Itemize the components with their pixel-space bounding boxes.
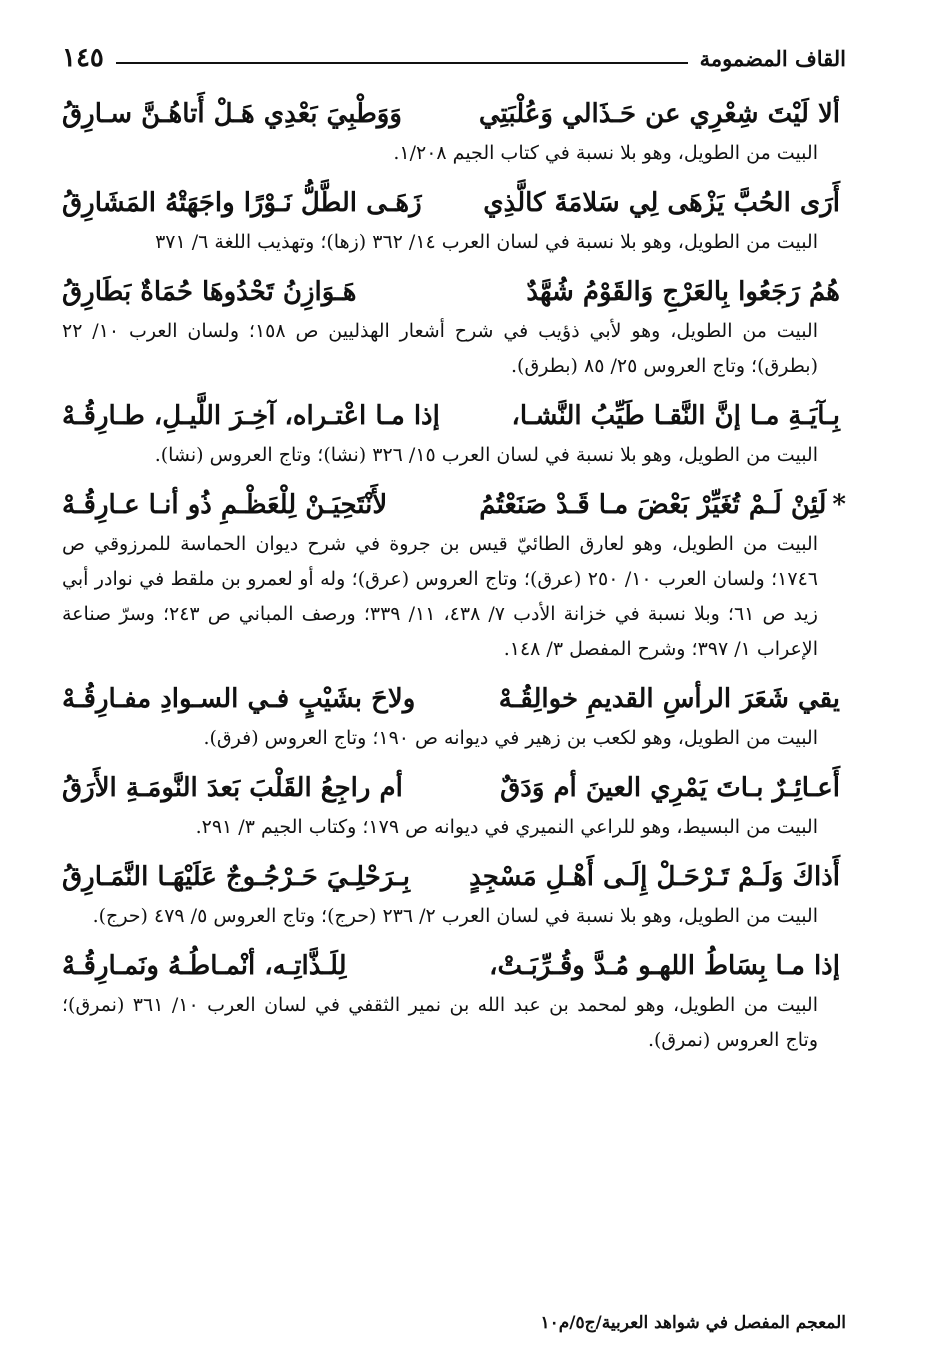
verse-entry xyxy=(62,270,846,384)
verse-first-hemistich: ألا لَيْتَ شِعْرِي عن حَـذَالي وَعُلْبَتِي xyxy=(478,99,840,129)
verse-note: البيت من الطويل، وهو لعارق الطائيّ قيس بن جروة في شرح ديوان الحماسة للمرزوقي ص ١٧٤٦؛ ولسان العرب ١٠/ ٢٥٠ (عرق)؛ وتاج العروس (عرق)؛ وله أو لعمرو بن ملقط في نوادر أبي زيد ص ٦١؛ وبلا نسبة في خزانة الأدب ٧/ ٤٣٨، ١١/ ٣٣٩؛ ورصف المباني ص ٢٤٣؛ وسرّ صناعة الإعراب ١/ ٣٩٧؛ وشرح المفصل ٣/ ١٤٨. xyxy=(62,533,818,660)
header-rule xyxy=(116,62,688,64)
page-number: ١٤٥ xyxy=(62,43,104,73)
verse-note: البيت من الطويل، وهو بلا نسبة في لسان العرب ١٥/ ٣٢٦ (نشا)؛ وتاج العروس (نشا). xyxy=(154,444,818,466)
verse-entry xyxy=(62,944,846,1058)
verse-second-hemistich: إذا مـا اعْتـراه، آخِـرَ اللَّيـلِ، طـارِقُـهْ xyxy=(62,401,440,431)
verse-entries xyxy=(62,92,846,1068)
verse-first-hemistich: بِـآيَـةِ مـا إنَّ النَّقـا طَيِّبُ النَّشـا، xyxy=(511,401,840,431)
verse-first-hemistich: *لَئِنْ لَـمْ تُغَيِّرْ بَعْضَ مـا قَـدْ صَنَعْتُمُ xyxy=(479,490,846,520)
verse-note: البيت من الطويل، وهو بلا نسبة في لسان العرب ١٤/ ٣٦٢ (زها)؛ وتهذيب اللغة ٦/ ٣٧١ xyxy=(155,231,818,253)
verse-entry xyxy=(62,483,846,667)
verse-note: البيت من الطويل، وهو بلا نسبة في كتاب الجيم ١/٢٠٨. xyxy=(393,142,818,164)
verse-line xyxy=(62,394,846,438)
verse-entry xyxy=(62,181,846,260)
verse-line xyxy=(62,944,846,988)
verse-line xyxy=(62,270,846,314)
verse-first-hemistich: هُمُ رَجَعُوا بِالعَرْجِ وَالقَوْمُ شُهَّدٌ xyxy=(526,277,840,307)
verse-second-hemistich: بِـرَحْلِـيَ حَـرْجُـوجٌ عَلَيْهَـا النَّمَـارِقُ xyxy=(62,862,411,892)
verse-note: البيت من الطويل، وهو بلا نسبة في لسان العرب ٢/ ٢٣٦ (حرج)؛ وتاج العروس ٥/ ٤٧٩ (حرج). xyxy=(92,905,818,927)
star-marker: * xyxy=(832,490,846,520)
verse-line xyxy=(62,181,846,225)
verse-second-hemistich: لِلَـذَّاتِـه، أنْمـاطُـهُ ونَمـارِقُـهْ xyxy=(62,951,347,981)
verse-entry xyxy=(62,92,846,171)
verse-second-hemistich: لأَنْتَحِيَـنْ لِلْعَظْـمِ ذُو أنـا عـارِقُـهْ xyxy=(62,490,388,520)
verse-entry xyxy=(62,766,846,845)
verse-first-hemistich: إذا مـا بِسَاطُ اللهـو مُـدَّ وقُـرِّبَـتْ، xyxy=(489,951,840,981)
verse-first-hemistich: أَذاكَ وَلَـمْ تَـرْحَـلْ إِلَـى أَهْـلِ مَسْجِدٍ xyxy=(469,862,840,892)
verse-note: البيت من الطويل، وهو لمحمد بن عبد الله بن نمير الثقفي في لسان العرب ١٠/ ٣٦١ (نمرق)؛ وتاج العروس (نمرق). xyxy=(62,994,818,1051)
verse-second-hemistich: زَهَـى الطَّلُّ نَـوْرًا واجَهَتْهُ المَشَارِقُ xyxy=(62,188,422,218)
verse-line xyxy=(62,677,846,721)
page-footer: المعجم المفصل في شواهد العربية/ج٥/م١٠ xyxy=(540,1313,846,1333)
verse-entry xyxy=(62,855,846,934)
verse-first-hemistich: أَرَى الحُبَّ يَزْهَى لِي سَلامَةَ كالَّذِي xyxy=(483,188,840,218)
verse-first-hemistich: يقي شَعَرَ الرأسِ القديمِ خوالِقُـهْ xyxy=(498,684,840,714)
verse-second-hemistich: ولاحَ بشَيْبٍ فـي السـوادِ مفـارِقُـهْ xyxy=(62,684,416,714)
verse-second-hemistich: هَـوَازِنُ تَحْدُوهَا حُمَاةٌ بَطَارِقُ xyxy=(62,277,357,307)
verse-second-hemistich: أم راجِعُ القَلْبَ بَعدَ النَّومَـةِ الأَرَقُ xyxy=(62,773,403,803)
verse-note: البيت من الطويل، وهو لأبي ذؤيب في شرح أشعار الهذليين ص ١٥٨؛ ولسان العرب ١٠/ ٢٢ (بطرق)؛ وتاج العروس ٢٥/ ٨٥ (بطرق). xyxy=(62,320,818,377)
verse-first-hemistich: أَعـائِـرٌ بـاتَ يَمْرِي العينَ أم وَدَقٌ xyxy=(500,773,840,803)
verse-line xyxy=(62,483,846,527)
verse-entry xyxy=(62,394,846,473)
section-title: القاف المضمومة xyxy=(699,45,846,71)
verse-note: البيت من الطويل، وهو لكعب بن زهير في ديوانه ص ١٩٠؛ وتاج العروس (فرق). xyxy=(203,727,818,749)
page-header xyxy=(62,38,846,78)
verse-line xyxy=(62,855,846,899)
verse-line xyxy=(62,92,846,136)
verse-note: البيت من البسيط، وهو للراعي النميري في ديوانه ص ١٧٩؛ وكتاب الجيم ٣/ ٢٩١. xyxy=(195,816,818,838)
verse-line xyxy=(62,766,846,810)
verse-entry xyxy=(62,677,846,756)
verse-second-hemistich: وَوَطْبِيَ بَعْدِي هَـلْ أَتاهُـنَّ سـارِقُ xyxy=(62,99,402,129)
